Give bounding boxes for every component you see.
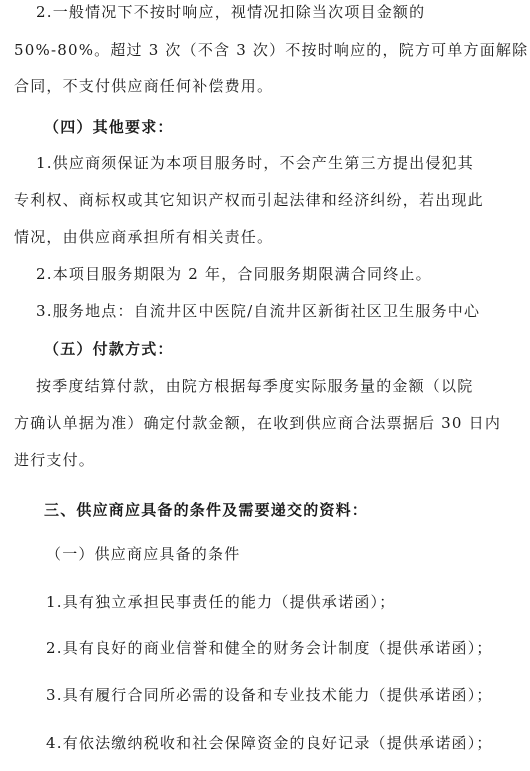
penalty-paragraph-line-2: 50%-80%。超过 3 次（不含 3 次）不按时响应的，院方可单方面解除 [14, 41, 529, 59]
condition-4: 4.有依法缴纳税收和社会保障资金的良好记录（提供承诺函）； [46, 734, 493, 752]
heading-other-requirements: （四）其他要求： [44, 118, 174, 136]
condition-1: 1.具有独立承担民事责任的能力（提供承诺函）； [46, 593, 396, 611]
condition-3: 3.具有履行合同所必需的设备和专业技术能力（提供承诺函）； [46, 686, 493, 704]
requirement-2: 2.本项目服务期限为 2 年，合同服务期限满合同终止。 [36, 265, 432, 283]
requirement-1-line-1: 1.供应商须保证为本项目服务时，不会产生第三方提出侵犯其 [36, 154, 474, 172]
requirement-1-line-2: 专利权、商标权或其它知识产权而引起法律和经济纠纷，若出现此 [14, 191, 484, 209]
section-3-heading: 三、供应商应具备的条件及需要递交的资料： [44, 501, 369, 519]
payment-line-3: 进行支付。 [14, 451, 96, 469]
penalty-paragraph-line-1: 2.一般情况下不按时响应，视情况扣除当次项目金额的 [36, 3, 426, 21]
payment-line-2: 方确认单据为准）确定付款金额，在收到供应商合法票据后 30 日内 [14, 414, 502, 432]
subsection-1-heading: （一）供应商应具备的条件 [46, 545, 241, 563]
penalty-paragraph-line-3: 合同，不支付供应商任何补偿费用。 [14, 77, 274, 95]
requirement-3: 3.服务地点：自流井区中医院/自流井区新街社区卫生服务中心 [36, 302, 481, 320]
condition-2: 2.具有良好的商业信誉和健全的财务会计制度（提供承诺函）； [46, 639, 493, 657]
heading-payment-method: （五）付款方式： [44, 340, 174, 358]
requirement-1-line-3: 情况，由供应商承担所有相关责任。 [14, 228, 274, 246]
payment-line-1: 按季度结算付款，由院方根据每季度实际服务量的金额（以院 [36, 377, 474, 395]
